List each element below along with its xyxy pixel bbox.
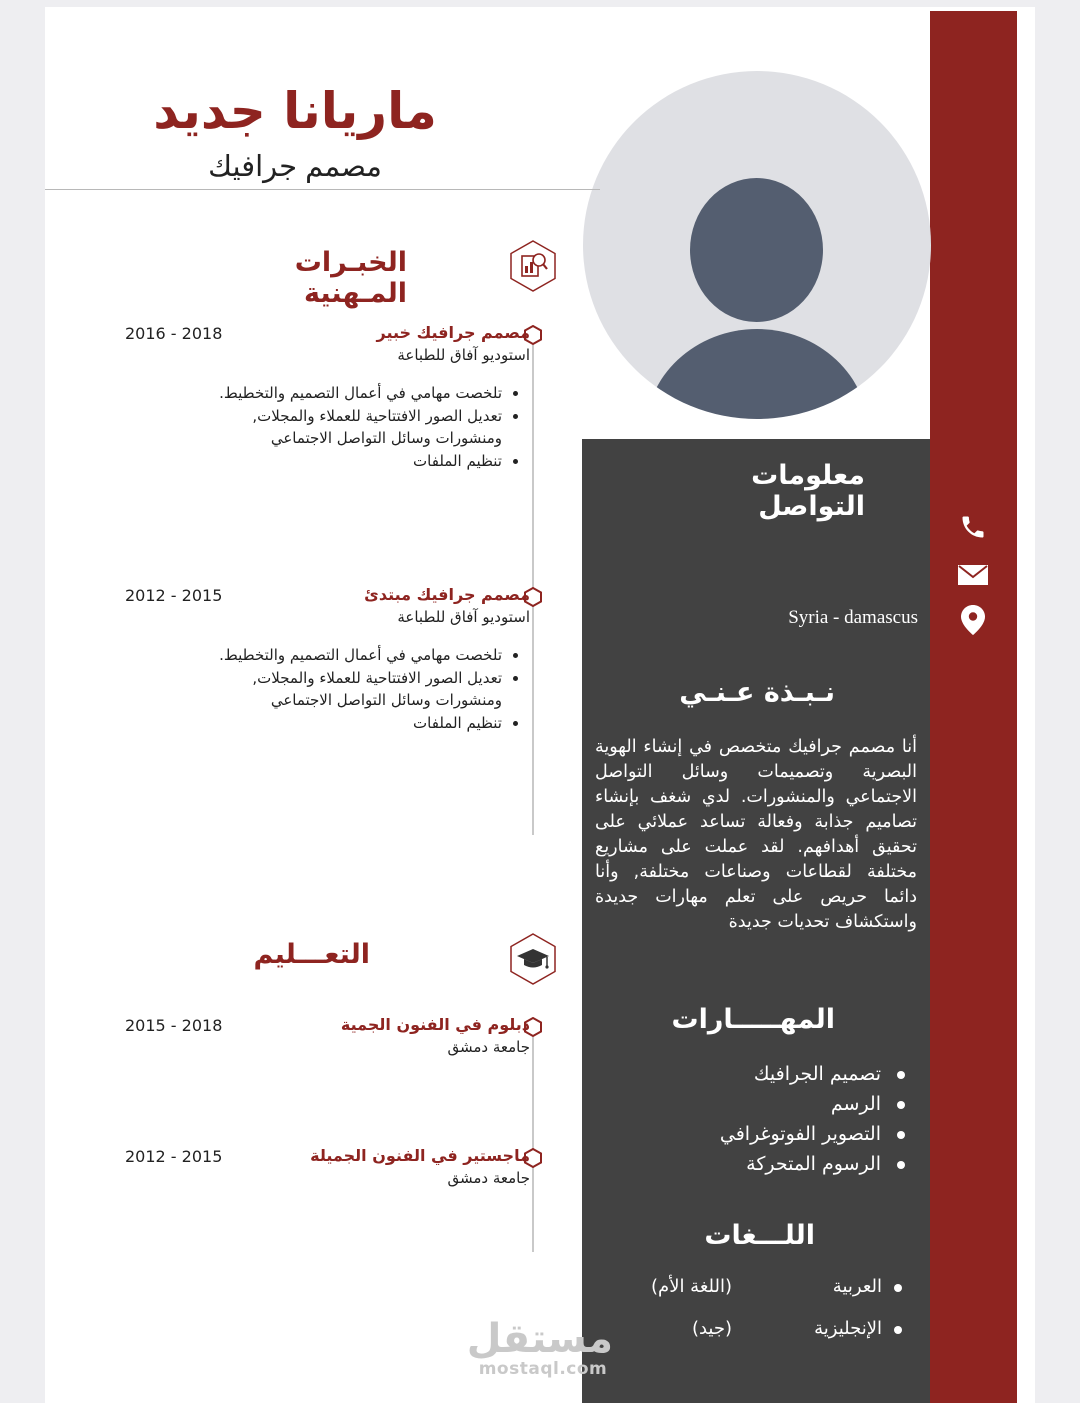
contact-section-title: معلومات التواصل (751, 460, 865, 522)
skill-item: تصميم الجرافيك (665, 1059, 907, 1089)
person-name: ماريانا جديد (153, 82, 437, 140)
header-divider (45, 189, 600, 190)
language-name: الإنجليزية (814, 1318, 882, 1339)
job-task: • تنظيم الملفات (110, 712, 502, 735)
job-role: مصمم جرافيك مبتدئ (364, 585, 530, 604)
watermark-latin: mostaql.com (478, 1359, 608, 1379)
location-pin-icon (961, 605, 985, 635)
chart-search-icon (510, 240, 556, 292)
avatar-head-shape (690, 178, 823, 322)
education-dates: 2012 - 2015 (125, 1147, 223, 1166)
language-level: (اللغة الأم) (651, 1276, 732, 1297)
avatar-body-shape (645, 329, 869, 419)
job-task: • تلخصت مهامي في أعمال التصميم والتخطيط. (110, 382, 502, 405)
education-entry (110, 1015, 530, 1056)
profile-photo-placeholder (583, 71, 931, 419)
skill-item: التصوير الفوتوغرافي (665, 1119, 907, 1149)
language-level: (جيد) (691, 1318, 732, 1339)
watermark-arabic: مستقل (466, 1316, 613, 1362)
job-task: • تنظيم الملفات (110, 450, 502, 473)
job-tasks (110, 644, 530, 734)
job-company: استوديو آفاق للطباعة (397, 346, 530, 364)
job-role: مصمم جرافيك خبير (376, 323, 530, 342)
skills-list (665, 1059, 907, 1179)
experience-section-title: الخبـرات المـهنية (294, 247, 407, 309)
job-entry (110, 323, 530, 472)
education-timeline-line (532, 1037, 534, 1252)
resume-page (45, 7, 1035, 1403)
about-text: أنا مصمم جرافيك متخصص في إنشاء الهوية البصرية وتصميمات وسائل التواصل الاجتماعي والمنشورات. لدي شغف بإنشاء تصاميم جذابة وفعالة تساعد عملائي على تحقيق أهدافهم. لقد عملت على مشاريع مختلفة لقطاعات وصناعات مختلفة, وأنا دائما حريص على تعلم مهارات جديدة واستكشاف تحديات جديدة (595, 737, 917, 932)
job-title: مصمم جرافيك (208, 151, 382, 183)
skills-section-title: المهـــــارات (671, 1004, 835, 1035)
location-text: Syria - damascus (788, 607, 918, 628)
education-section-title: التعـــليم (253, 939, 370, 970)
mail-icon (958, 565, 988, 585)
phone-icon (959, 512, 987, 542)
language-name: العربية (832, 1276, 882, 1297)
job-tasks (110, 382, 530, 472)
language-bullet (894, 1284, 902, 1292)
skill-item: الرسوم المتحركة (665, 1149, 907, 1179)
job-company: استوديو آفاق للطباعة (397, 608, 530, 626)
languages-section-title: اللـــغات (704, 1220, 815, 1251)
education-entry (110, 1146, 530, 1187)
education-degree: دبلوم في الفنون الجمية (340, 1015, 530, 1034)
job-task: • تعديل الصور الافتتاحية للعملاء والمجلات, ومنشورات وسائل التواصل الاجتماعي (242, 667, 502, 712)
education-school: جامعة دمشق (447, 1169, 530, 1187)
skill-item: الرسم (665, 1089, 907, 1119)
education-degree: ماجستير في الفنون الجميلة (310, 1146, 530, 1165)
side-accent-strip (930, 11, 1017, 1403)
job-dates: 2016 - 2018 (125, 324, 223, 343)
education-dates: 2015 - 2018 (125, 1016, 223, 1035)
job-entry (110, 585, 530, 734)
education-school: جامعة دمشق (447, 1038, 530, 1056)
job-task: • تلخصت مهامي في أعمال التصميم والتخطيط. (110, 644, 502, 667)
language-bullet (894, 1326, 902, 1334)
job-dates: 2012 - 2015 (125, 586, 223, 605)
about-section-title: نـبـذة عـنـي (679, 677, 835, 708)
site-watermark (466, 1316, 613, 1379)
job-task: • تعديل الصور الافتتاحية للعملاء والمجلات, ومنشورات وسائل التواصل الاجتماعي (242, 405, 502, 450)
graduation-cap-icon (510, 933, 556, 985)
